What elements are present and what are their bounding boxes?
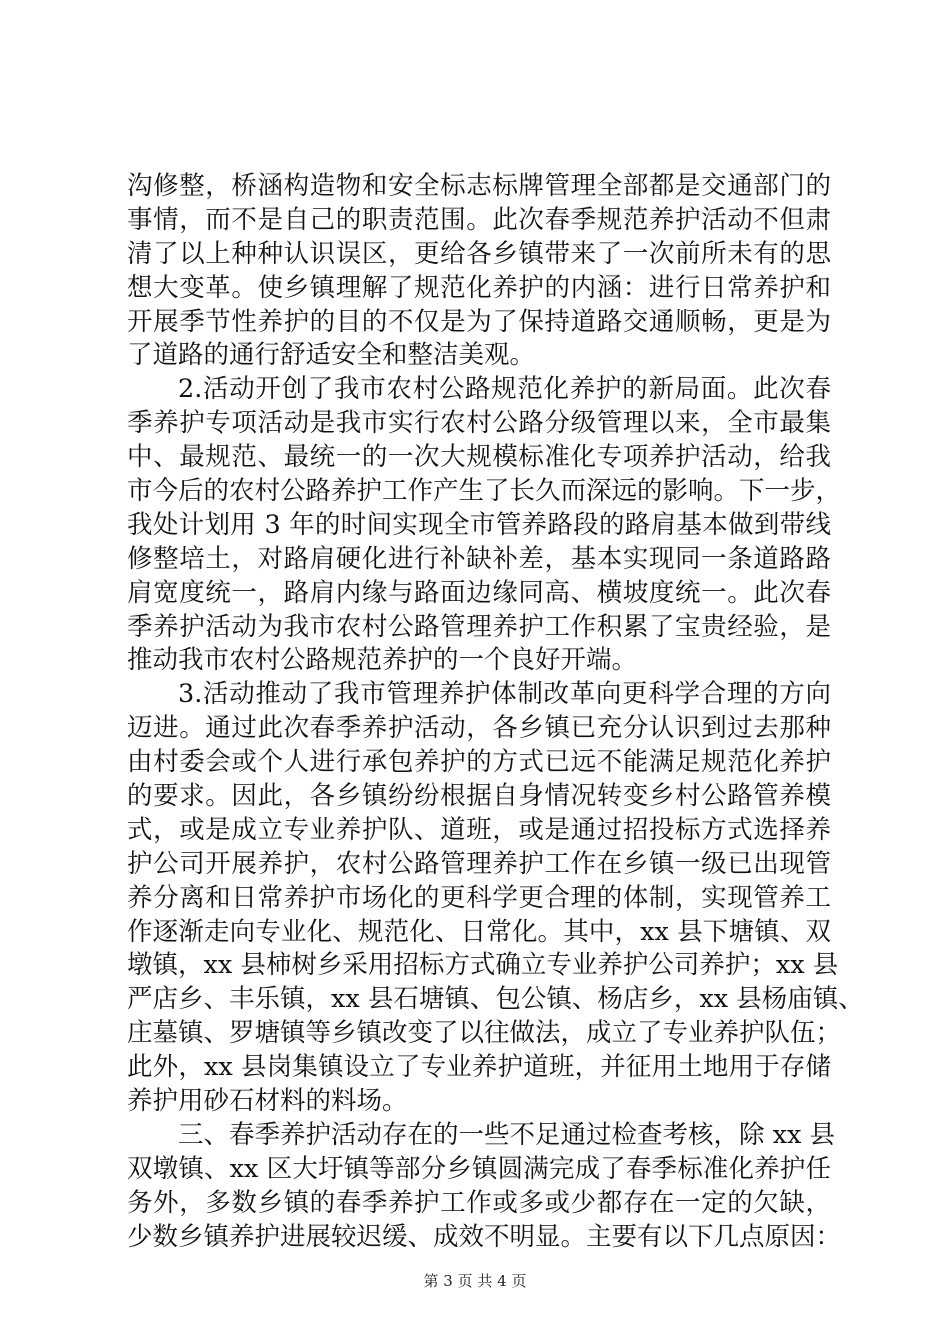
text-line: 沟修整，桥涵构造物和安全标志标牌管理全部都是交通部门的 (127, 171, 831, 201)
text-line: 此外，xx 县岗集镇设立了专业养护道班，并征用土地用于存储 (127, 1052, 831, 1083)
text-line: 少数乡镇养护进展较迟缓、成效不明显。主要有以下几点原因： (127, 1221, 842, 1252)
text-line: 我处计划用 3 年的时间实现全市管养路段的路肩基本做到带线 (127, 509, 831, 540)
text-line: 修整培土，对路肩硬化进行补缺补差，基本实现同一条道路路 (127, 543, 831, 574)
text-line: 市今后的农村公路养护工作产生了长久而深远的影响。下一步， (127, 476, 842, 507)
text-line: 庄墓镇、罗塘镇等乡镇改变了以往做法，成立了专业养护队伍； (127, 1018, 842, 1049)
text-line: 务外，多数乡镇的春季养护工作或多或少都存在一定的欠缺， (127, 1187, 831, 1218)
text-line: 的要求。因此，各乡镇纷纷根据自身情况转变乡村公路管养模 (127, 781, 831, 812)
text-line: 式，或是成立专业养护队、道班，或是通过招投标方式选择养 (127, 814, 831, 845)
text-line: 季养护活动为我市农村公路管理养护工作积累了宝贵经验，是 (127, 611, 831, 642)
text-line: 作逐渐走向专业化、规范化、日常化。其中，xx 县下塘镇、双 (127, 916, 831, 947)
text-line: 事情，而不是自己的职责范围。此次春季规范养护活动不但肃 (127, 204, 831, 235)
text-line: 中、最规范、最统一的一次大规模标准化专项养护活动，给我 (127, 442, 831, 473)
text-line: 由村委会或个人进行承包养护的方式已远不能满足规范化养护 (127, 747, 831, 778)
text-line: 肩宽度统一，路肩内缘与路面边缘同高、横坡度统一。此次春 (127, 577, 831, 608)
text-line: 想大变革。使乡镇理解了规范化养护的内涵：进行日常养护和 (127, 272, 831, 303)
text-line: 墩镇，xx 县柿树乡采用招标方式确立专业养护公司养护；xx 县 (127, 950, 839, 981)
text-line: 双墩镇、xx 区大圩镇等部分乡镇圆满完成了春季标准化养护任 (127, 1153, 831, 1184)
text-line: 2.活动开创了我市农村公路规范化养护的新局面。此次春 (178, 374, 831, 405)
text-line: 了道路的通行舒适安全和整洁美观。 (127, 340, 536, 371)
text-line: 清了以上种种认识误区，更给各乡镇带来了一次前所未有的思 (127, 238, 831, 269)
text-line: 推动我市农村公路规范养护的一个良好开端。 (127, 645, 638, 676)
page-footer: 第 3 页 共 4 页 (423, 1272, 527, 1290)
text-line: 严店乡、丰乐镇，xx 县石塘镇、包公镇、杨店乡，xx 县杨庙镇、 (127, 984, 864, 1015)
text-line: 护公司开展养护，农村公路管理养护工作在乡镇一级已出现管 (127, 848, 831, 879)
text-line: 开展季节性养护的目的不仅是为了保持道路交通顺畅，更是为 (127, 306, 831, 337)
text-line: 季养护专项活动是我市实行农村公路分级管理以来，全市最集 (127, 408, 831, 439)
text-line: 迈进。通过此次春季养护活动，各乡镇已充分认识到过去那种 (127, 713, 831, 744)
text-line: 3.活动推动了我市管理养护体制改革向更科学合理的方向 (178, 679, 831, 710)
body-text (127, 170, 864, 1255)
text-line: 养护用砂石材料的料场。 (127, 1086, 408, 1117)
text-line: 三、春季养护活动存在的一些不足通过检查考核，除 xx 县 (178, 1119, 835, 1150)
text-line: 养分离和日常养护市场化的更科学更合理的体制，实现管养工 (127, 882, 831, 913)
